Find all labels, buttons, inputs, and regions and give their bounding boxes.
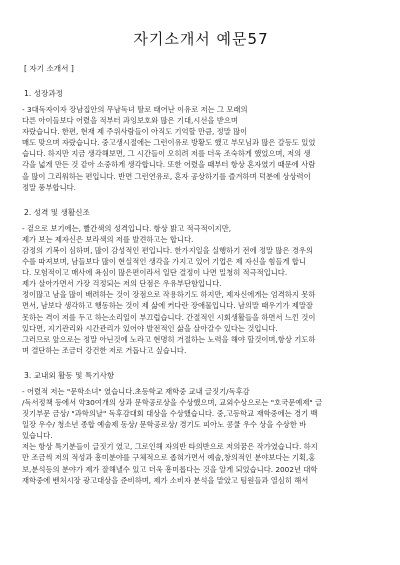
paragraph-line: 일장 우수/ 청소년 종합 예술제 동상/ 문학공로상/ 경기도 피아노 콩쿨 우수 상을 수상한 바 (22, 420, 307, 430)
section-body (22, 223, 380, 356)
paragraph-line: 다. 모험적이고 매사에 욕심이 많은편이라서 일단 결정이 나면 밀청히 적극적입니다. (22, 268, 288, 278)
paragraph-line: 정말 풍부합니다. (22, 182, 76, 192)
paragraph-line: 있다면, 지기관리와 시간관리가 있어야 발전적인 삶을 살아갈수 있다는 것입니다. (22, 323, 278, 333)
paragraph-line: 정이많고 남을 많이 배려하는 것이 장점으로 작용하기도 하지만, 제자신에게는 엄격하지 못하 (22, 290, 316, 300)
paragraph-line: 못하는 격이 저를 두고 하는소리일이 부끄럽습니다. 간절적인 시회생활들을 하면서 느낀 것이 (22, 312, 316, 322)
section-body (22, 386, 380, 486)
paragraph-line: 제가 보는 제자신은 보라색의 저를 발견하고는 합니다. (22, 234, 194, 244)
paragraph-line: 면서, 남보다 생각하고 행동하는 것이 제 삶에 커다란 장애물입니다. 남의말 때우기가 제말잘 (22, 301, 313, 311)
paragraph-line: 보,분석등의 분야가 제가 잘해낼수 있고 더욱 흥미롭다는 것을 알게 되었습니다. 2002년 대학 (22, 464, 318, 474)
paragraph-line: 감정의 기복이 심하며, 많이 감성적인 편입니다. 한가지일을 실행하기 전에 정말 많은 경우의 (22, 245, 313, 255)
paragraph-line: - 겉으로 보기에는, 빨간색의 성격입니다. 항상 밝고 적극적이지만, (22, 223, 232, 233)
paragraph-line: 짓기부문 금상/ "과학의날" 독후감대회 대상을 수상했습니다. 중,고등학교 재학중에는 경기 백 (22, 409, 318, 419)
section-2 (22, 207, 380, 356)
paragraph-line: 그러므로 앞으로는 정말 아닌것에 노라고 현명히 거절하는 노력을 해야 할것이며,항상 기도하 (22, 334, 316, 344)
paragraph-line: 만 조금씩 저의 적성과 흥미분야를 구체적으로 좁혀가면서 예술,창의적인 분야보다는 기획,홍 (22, 453, 316, 463)
paragraph-line: 있습니다. (22, 431, 53, 441)
section-1 (22, 88, 380, 193)
paragraph-line: 다른 아이들보다 어렸을 적부터 과잉보호와 많은 기대,시선을 받으며 (22, 116, 238, 126)
paragraph-line: /독서정책 등에서 약30여개의 상과 문학공로상을 수상했으며, 교외수상으로는 "호국문예제" 글 (22, 397, 323, 407)
section-3 (22, 370, 380, 486)
paragraph-line: - 어렸적 저는 "문학소녀" 였습니다.초등학교 재학중 교내 글짓기/독후감 (22, 386, 250, 396)
paragraph-line: 수를 따져보며, 남들보다 많이 현실적인 생각을 가지고 있어 기업은 제 자신을 힘들게 합니 (22, 257, 306, 267)
document-title: 자기소개서 예문57 (133, 30, 269, 48)
section-heading: 2. 성격 및 생활신조 (24, 207, 90, 217)
paragraph-line: 자랐습니다. 한편, 현재 제 주위사람들이 아직도 기억할 만큼, 정말 많이 (22, 127, 248, 137)
section-body (22, 104, 380, 193)
paragraph-line: 매도 맞으며 자랐습니다. 중고생시절에는 그런이유로 방황도 했고 부모님과 많은 갈등도 있었 (22, 138, 316, 148)
paragraph-line: 며 결단하는 조금더 강건한 저로 거듭나고 싶습니다. (22, 345, 187, 355)
paragraph-line: 을 많이 그리워하는 편입니다. 반면 그런연유로, 혼자 공상하기를 즐겨하며 덕분에 상상력이 (22, 171, 311, 181)
document-body (22, 88, 380, 486)
paragraph-line: 각을 넓게 만든 것 같아 소중하게 생각합니다. 또한 어렸을 때부터 항상 혼자였기 때문에 사람 (22, 160, 316, 170)
paragraph-line: 습니다. 하지만 지금 생각해보면, 그 시간들이 오히려 저를 더욱 조숙하게 했었으며, 저의 생 (22, 149, 311, 159)
paragraph-line: - 3대독자이자 장남집안의 무남독녀 딸로 태어난 이유로 저는 그 모래의 (22, 105, 248, 114)
section-heading: 1. 성장과정 (24, 89, 64, 98)
paragraph-line: 제가 살아가면서 가장 걱정되는 저의 단점은 우유부단함입니다. (22, 279, 222, 289)
section-heading: 3. 교내외 활동 및 특기사항 (24, 370, 115, 380)
paragraph-line: 재학중에 벤처시장 광고대상을 준비하며, 제가 소비자 분석을 맡았고 팀원들과 열심히 해서 (22, 475, 309, 485)
document-subhead: [ 자기 소개서 ] (24, 64, 74, 73)
paragraph-line: 저는 항상 특기분들이 글짓기 였고, 그로인해 자의반 타의반으로 저의꿈은 작가였습니다. 하지 (22, 442, 318, 452)
